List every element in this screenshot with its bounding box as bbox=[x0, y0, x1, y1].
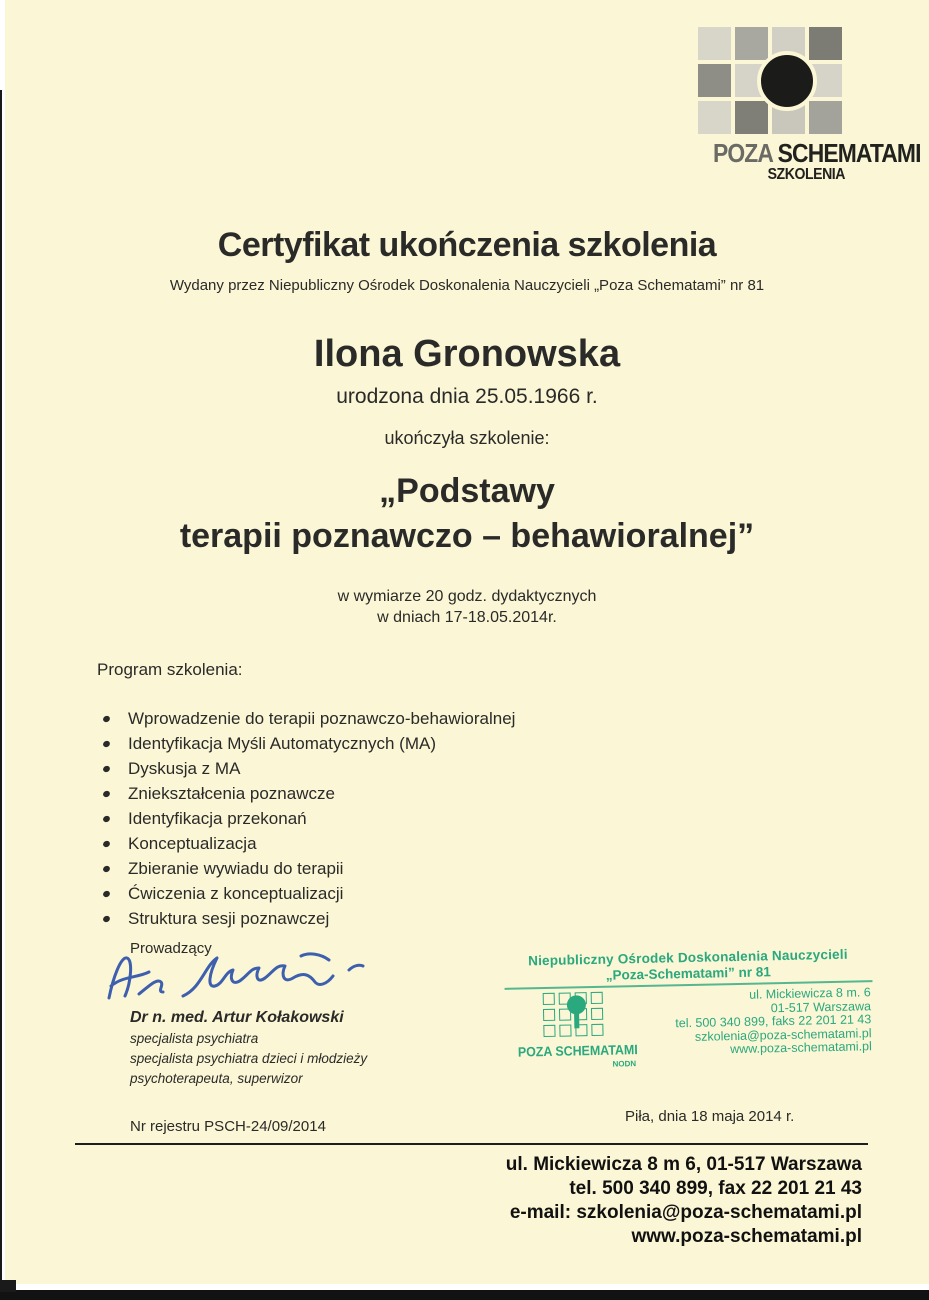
instructor-name: Dr n. med. Artur Kołakowski bbox=[130, 1009, 344, 1026]
footer-line: e-mail: szkolenia@poza-schematami.pl bbox=[509, 1202, 862, 1223]
handwritten-signature bbox=[105, 948, 370, 1010]
mosaic-tile bbox=[809, 101, 842, 134]
place-and-date: Piła, dnia 18 maja 2014 r. bbox=[625, 1108, 795, 1125]
program-section bbox=[97, 660, 515, 931]
mosaic-tile bbox=[735, 101, 768, 134]
stamp-mosaic-icon bbox=[543, 992, 606, 1038]
certificate-paper bbox=[5, 0, 929, 1284]
footer-divider bbox=[75, 1143, 868, 1145]
program-heading: Program szkolenia: bbox=[97, 660, 243, 679]
brand-wordmark bbox=[713, 138, 921, 168]
stamp-address-line: tel. 500 340 899, faks 22 201 21 43 bbox=[675, 1012, 872, 1031]
course-title-line1: „Podstawy bbox=[379, 472, 555, 510]
stamp-tile bbox=[543, 993, 555, 1005]
mosaic-tile bbox=[698, 101, 731, 134]
registry-number: Nr rejestru PSCH-24/09/2014 bbox=[130, 1118, 326, 1135]
stamp-brand-text: POZA SCHEMATAMI bbox=[517, 1042, 638, 1060]
instructor-titles bbox=[130, 1029, 367, 1089]
brand-subword-szkolenia: SZKOLENIA bbox=[767, 166, 845, 183]
instructor-title: psychoterapeuta, superwizor bbox=[130, 1071, 303, 1086]
scan-edge-corner bbox=[0, 1280, 16, 1292]
mosaic-tile bbox=[698, 64, 731, 97]
mosaic-tile bbox=[698, 27, 731, 60]
recipient-name: Ilona Gronowska bbox=[313, 333, 621, 375]
brand-word-poza: POZA bbox=[713, 138, 773, 168]
brand-word-schematami: SCHEMATAMI bbox=[777, 138, 921, 168]
footer-contact bbox=[0, 1153, 862, 1249]
instructor-title: specjalista psychiatra bbox=[130, 1031, 259, 1046]
program-item: Identyfikacja przekonań bbox=[97, 806, 515, 831]
stamp-tile bbox=[591, 1024, 603, 1036]
certificate-title: Certyfikat ukończenia szkolenia bbox=[217, 226, 717, 264]
institution-stamp bbox=[504, 946, 874, 1071]
mosaic-tile bbox=[809, 27, 842, 60]
certificate-subtitle: Wydany przez Niepubliczny Ośrodek Doskonalenia Nauczycieli „Poza Schematami” nr 81 bbox=[169, 277, 765, 294]
recipient-birthdate: urodzona dnia 25.05.1966 r. bbox=[336, 385, 598, 408]
footer-line: ul. Mickiewicza 8 m 6, 01-517 Warszawa bbox=[505, 1154, 862, 1175]
mosaic-tile bbox=[735, 27, 768, 60]
completed-label: ukończyła szkolenie: bbox=[384, 428, 550, 448]
program-item: Konceptualizacja bbox=[97, 831, 515, 856]
stamp-nodn-text: NODN bbox=[612, 1059, 637, 1069]
program-item: Ćwiczenia z konceptualizacji bbox=[97, 881, 515, 906]
course-hours: w wymiarze 20 godz. dydaktycznych bbox=[337, 588, 597, 605]
program-item: Dyskusja z MA bbox=[97, 756, 515, 781]
stamp-body bbox=[505, 986, 875, 1071]
program-item: Zniekształcenia poznawcze bbox=[97, 781, 515, 806]
stamp-address-line: www.poza-schematami.pl bbox=[729, 1039, 872, 1057]
stamp-address bbox=[645, 986, 875, 1068]
stamp-tile bbox=[591, 1008, 603, 1020]
scan-edge-left bbox=[0, 90, 2, 1300]
stamp-tile bbox=[591, 992, 603, 1004]
stamp-dot-stem bbox=[574, 1012, 579, 1028]
brand-logo bbox=[695, 27, 921, 183]
instructor-label: Prowadzący bbox=[130, 940, 212, 957]
program-list bbox=[97, 706, 515, 931]
program-item: Wprowadzenie do terapii poznawczo-behawioralnej bbox=[97, 706, 515, 731]
stamp-tile bbox=[543, 1009, 555, 1021]
footer-line: tel. 500 340 899, fax 22 201 21 43 bbox=[569, 1178, 862, 1199]
footer-line: www.poza-schematami.pl bbox=[631, 1226, 862, 1247]
instructor-title: specjalista psychiatra dzieci i młodzieży bbox=[130, 1051, 368, 1066]
mosaic-dot-icon bbox=[757, 51, 817, 111]
stamp-institution-line2: „Poza-Schematami” nr 81 bbox=[605, 964, 771, 983]
stamp-address-line: szkolenia@poza-schematami.pl bbox=[694, 1025, 872, 1044]
stamp-address-line: ul. Mickiewicza 8 m. 6 bbox=[749, 985, 871, 1002]
program-item: Zbieranie wywiadu do terapii bbox=[97, 856, 515, 881]
stamp-tile bbox=[559, 1024, 571, 1036]
brand-logo-mosaic-icon bbox=[698, 27, 843, 135]
stamp-institution-line1: Niepubliczny Ośrodek Doskonalenia Nauczycieli bbox=[527, 946, 848, 969]
program-item: Struktura sesji poznawczej bbox=[97, 906, 515, 931]
stamp-address-line: 01-517 Warszawa bbox=[770, 998, 872, 1015]
program-item: Identyfikacja Myśli Automatycznych (MA) bbox=[97, 731, 515, 756]
stamp-logo bbox=[505, 991, 647, 1071]
instructor-section bbox=[130, 940, 367, 1089]
course-title-line2: terapii poznawczo – behawioralnej” bbox=[179, 517, 755, 555]
course-dates: w dniach 17-18.05.2014r. bbox=[377, 609, 557, 626]
stamp-tile bbox=[543, 1025, 555, 1037]
scan-edge-bottom bbox=[0, 1290, 929, 1300]
